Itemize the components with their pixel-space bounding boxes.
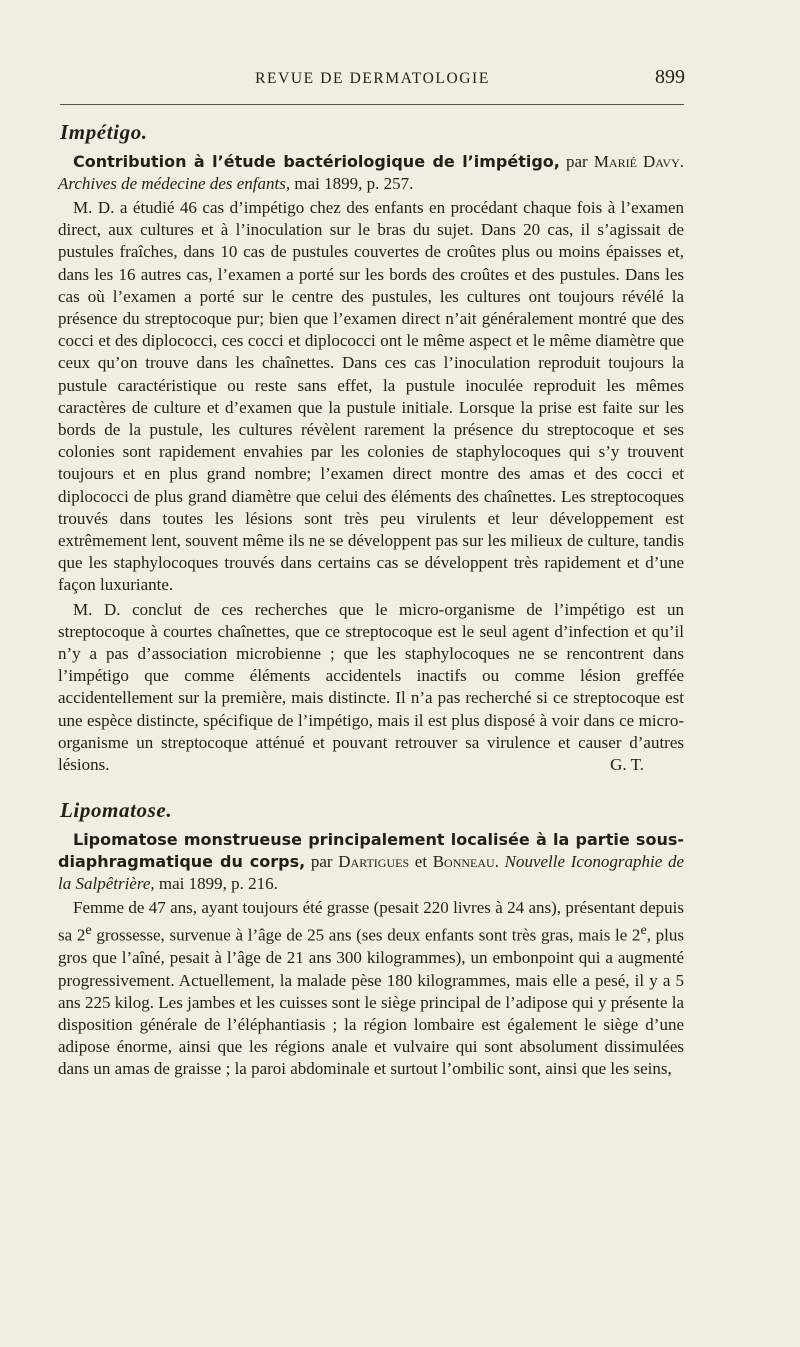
running-head (60, 64, 685, 94)
paragraph-text: Femme de 47 ans, ayant toujours été grasse (pesait 220 livres à 24 ans), présentant depuis sa 2 (58, 898, 684, 946)
page-number: 899 (655, 66, 685, 88)
section-heading-lipomatose: Lipomatose. (60, 798, 173, 823)
article-reference-lipomatose (58, 829, 684, 895)
author: Bonneau (432, 852, 495, 872)
paragraph: M. D. a étudié 46 cas d’impétigo chez des enfants en procédant chaque fois à l’examen direct, aux cultures et à l’inoculation sur le bras du sujet. Dans 20 cas, il s’agissait de pustules fraîches, dans 10 cas de pustules couvertes de croûtes plus ou moins épaisses et, dans les 16 autres cas, l’examen a porté sur les bords des croûtes et des pustules. Dans les cas où l’examen a porté sur le centre des pustules, les cultures ont toujours révélé la présence du streptocoque pur; bien que l’examen direct n’ait généralement montré que des cocci et des diplococci, ces cocci et diplococci ont le même aspect et le même diamètre que ceux qu’on trouve dans les chaînettes. Dans ces cas l’inoculation reproduit toujours la pustule caractéristique ou reste sans effet, la pustule inoculée reproduit les mêmes caractères de culture et d’examen que la pustule initiale. Lorsque la prise est faite sur les bords de la pustule, les cultures révèlent rarement la présence du streptocoque et ses colonies sont rapidement envahies par les colonies de staphylocoques qui s’y trouvent toujours et en plus grand nombre; l’examen direct montre des amas et des cocci et diplococci de plus grand diamètre que celui des éléments des chaînettes. Les streptocoques trouvés dans toutes les lésions sont très peu virulents et leur développement est extrêmement lent, souvent même ils ne se développent pas sur les milieux de culture, tandis que les staphylocoques trouvés dans certains cas se développent très rapidement et d’une façon luxuriante. (58, 198, 684, 595)
header-rule (60, 104, 684, 105)
period: . (679, 152, 685, 171)
page-body (58, 112, 684, 1081)
by-text: par (305, 852, 339, 872)
and-text: et (409, 852, 433, 872)
by-text: par (559, 152, 594, 171)
source-journal: Nouvelle Iconographie de la Salpêtrière, (58, 852, 684, 894)
section-gap (58, 776, 684, 790)
source-details: mai 1899, p. 257. (290, 174, 414, 193)
author: Dartigues (338, 852, 410, 872)
author: Marié Davy (593, 152, 680, 171)
signature: G. T. (610, 755, 644, 775)
paragraph-text: M. D. conclut de ces recherches que le micro-organisme de l’impétigo est un streptocoque à courtes chaînettes, que ce streptocoque est le seul agent d’infection et qu’il n’y a pas d’association microbienne ; que les staphylocoques ne se rencontrent dans l’impétigo que comme éléments accidentels inactifs ou comme lésion greffée accidentellement sur la première, mais distincte. Il n’a pas recherché si ce streptocoque est une espèce distincte, spécifique de l’impétigo, mais il est plus disposé à voir dans ce micro-organisme un streptocoque atténué et pouvant retrouver sa virulence et causer d’autres lésions. (58, 599, 684, 775)
journal-title: REVUE DE DERMATOLOGIE (255, 70, 490, 87)
superscript: e (640, 922, 647, 939)
source-details: mai 1899, p. 216. (154, 874, 278, 894)
paragraph (58, 897, 684, 1080)
article-title: Lipomatose monstrueuse principalement localisée à la partie sous-diaphragmatique du corps, (58, 830, 684, 872)
paragraph (58, 599, 684, 777)
period: . (494, 852, 505, 872)
article-title: Contribution à l’étude bactériologique de l’impétigo, (73, 152, 560, 171)
section-heading-impetigo: Impétigo. (60, 120, 148, 144)
paragraph-text: grossesse, survenue à l’âge de 25 ans (ses deux enfants sont très gras, mais le 2 (91, 926, 641, 946)
paragraph-text: , plus gros que l’aîné, pesait à l’âge de 21 ans 300 kilogrammes), un embonpoint qui a augmenté progressivement. Actuellement, la malade pèse 180 kilogrammes, mais elle a pesé, il y a 5 ans 225 kilog. Les jambes et les cuisses sont le siège principal de l’adipose qui y présente la disposition générale de l’éléphantiasis ; la région lombaire est également le siège d’une adipose énorme, ainsi que les régions anale et vulvaire qui sont absolument dissimulées dans un amas de graisse ; la paroi abdominale et surtout l’ombilic sont, ainsi que les seins, (58, 926, 684, 1079)
source-journal: Archives de médecine des enfants, (58, 174, 291, 193)
superscript: e (85, 922, 92, 939)
article-reference-impetigo (58, 151, 684, 195)
